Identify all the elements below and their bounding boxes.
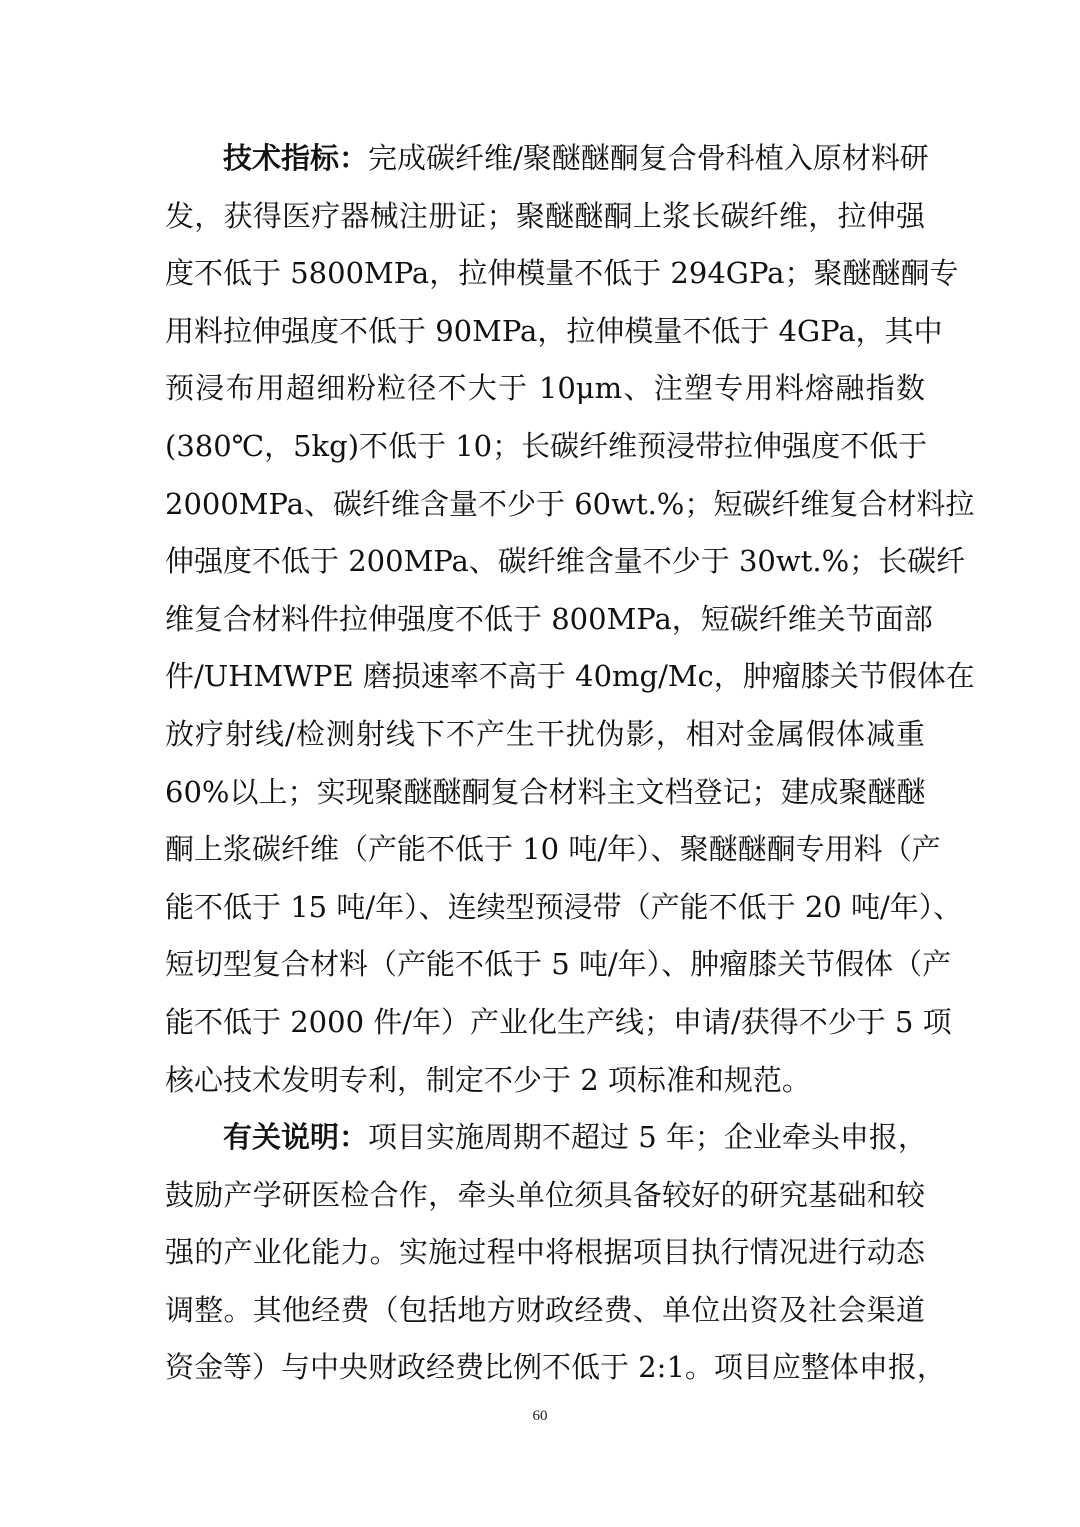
- paragraph-line: 2000MPa、碳纤维含量不少于 60wt.%；短碳纤维复合材料拉: [165, 486, 975, 521]
- paragraph-line: 放疗射线/检测射线下不产生干扰伪影，相对金属假体减重: [165, 716, 925, 751]
- paragraph-line: 维复合材料件拉伸强度不低于 800MPa，短碳纤维关节面部: [165, 601, 933, 636]
- paragraph-line: 强的产业化能力。实施过程中将根据项目执行情况进行动态: [165, 1235, 925, 1270]
- paragraph-line: 酮上浆碳纤维（产能不低于 10 吨/年）、聚醚醚酮专用料（产: [165, 832, 941, 867]
- page-number: 60: [532, 1408, 548, 1424]
- tech-indicators-label: 技术指标：: [223, 141, 369, 175]
- paragraph-tech-indicators-line-1: 技术指标：完成碳纤维/聚醚醚酮复合骨科植入原材料研: [223, 141, 929, 175]
- body-text: [165, 130, 975, 1397]
- notes-label: 有关说明：: [223, 1120, 369, 1155]
- paragraph-line: 60%以上；实现聚醚醚酮复合材料主文档登记；建成聚醚醚: [165, 774, 926, 809]
- paragraph-line: 短切型复合材料（产能不低于 5 吨/年）、肿瘤膝关节假体（产: [165, 947, 952, 982]
- paragraph-line: 伸强度不低于 200MPa、碳纤维含量不少于 30wt.%；长碳纤: [165, 544, 966, 579]
- paragraph-line: 能不低于 15 吨/年）、连续型预浸带（产能不低于 20 吨/年）、: [165, 889, 963, 924]
- paragraph-notes-line-1: 有关说明：项目实施周期不超过 5 年；企业牵头申报，: [223, 1120, 927, 1155]
- paragraph-line: 用料拉伸强度不低于 90MPa，拉伸模量不低于 4GPa，其中: [165, 313, 943, 348]
- paragraph-line: 资金等）与中央财政经费比例不低于 2:1。项目应整体申报，: [165, 1350, 946, 1385]
- paragraph-line: 调整。其他经费（包括地方财政经费、单位出资及社会渠道: [165, 1292, 925, 1327]
- paragraph-line: (380℃，5kg)不低于 10；长碳纤维预浸带拉伸强度不低于: [165, 428, 928, 463]
- paragraph-line: 能不低于 2000 件/年）产业化生产线；申请/获得不少于 5 项: [165, 1004, 952, 1039]
- paragraph-line: 核心技术发明专利，制定不少于 2 项标准和规范。: [165, 1062, 811, 1097]
- paragraph-line: 件/UHMWPE 磨损速率不高于 40mg/Mc，肿瘤膝关节假体在: [165, 659, 975, 694]
- paragraph-line: 度不低于 5800MPa，拉伸模量不低于 294GPa；聚醚醚酮专: [165, 256, 959, 291]
- paragraph-line: 发，获得医疗器械注册证；聚醚醚酮上浆长碳纤维，拉伸强: [165, 198, 925, 233]
- paragraph-line: 预浸布用超细粉粒径不大于 10μm、注塑专用料熔融指数: [165, 371, 925, 406]
- paragraph-line: 鼓励产学研医检合作，牵头单位须具备较好的研究基础和较: [165, 1177, 925, 1212]
